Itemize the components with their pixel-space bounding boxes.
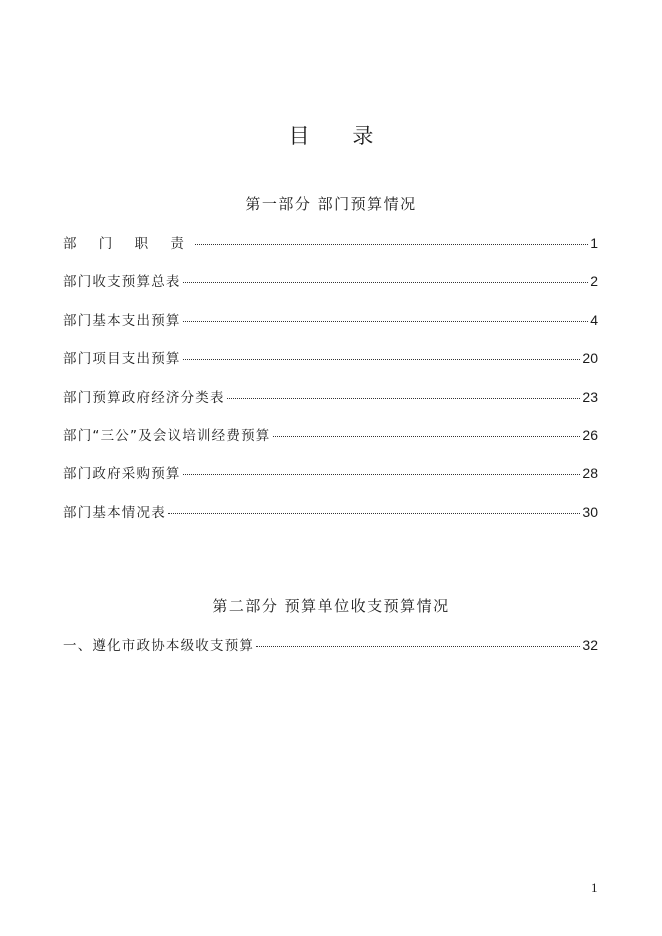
toc-entry-label: 部门预算政府经济分类表	[63, 389, 225, 406]
toc-entry-label: 一、遵化市政协本级收支预算	[63, 638, 255, 654]
toc-entry-page: 23	[582, 388, 598, 405]
toc-dot-leader	[183, 474, 581, 475]
toc-entry-three-public-expenses[interactable]	[63, 424, 598, 462]
toc-dot-leader	[256, 646, 580, 647]
toc-dot-leader	[183, 282, 589, 283]
page-number: 1	[591, 880, 598, 895]
toc-entry-page: 28	[582, 465, 598, 482]
toc-dot-leader	[183, 359, 581, 360]
toc-entry-page: 4	[590, 311, 598, 328]
toc-entry-page: 2	[590, 273, 598, 290]
toc-entry-zunhua-cppcc-budget[interactable]	[63, 634, 598, 672]
toc-entry-page: 1	[590, 235, 598, 251]
toc-entry-page: 20	[582, 350, 598, 367]
toc-entry-label: 部门收支预算总表	[63, 274, 181, 291]
part1-heading: 第一部分 部门预算情况	[245, 195, 417, 213]
toc-entry-project-expenditure[interactable]	[63, 347, 598, 385]
toc-dot-leader	[273, 436, 581, 437]
toc-entry-label: 部门“三公”及会议培训经费预算	[63, 427, 271, 444]
toc-dot-leader	[227, 398, 581, 399]
toc-entry-government-procurement[interactable]	[63, 462, 598, 500]
part2-heading: 第二部分 预算单位收支预算情况	[212, 597, 450, 615]
toc-dot-leader	[195, 244, 588, 245]
toc-entry-basic-expenditure[interactable]	[63, 309, 598, 347]
toc-entry-label: 部门基本情况表	[63, 504, 166, 521]
toc-dot-leader	[168, 513, 581, 514]
toc-entry-label: 部 门 职 责	[63, 236, 193, 252]
toc-entry-label: 部门项目支出预算	[63, 351, 181, 368]
toc-entry-page: 26	[582, 426, 598, 443]
toc-dot-leader	[183, 321, 589, 322]
toc-entry-label: 部门基本支出预算	[63, 312, 181, 329]
toc-entry-economic-classification[interactable]	[63, 386, 598, 424]
toc-entry-department-duties[interactable]	[63, 232, 598, 270]
toc-entry-page: 32	[582, 637, 598, 653]
toc-entry-revenue-expenditure-summary[interactable]	[63, 270, 598, 308]
part1-toc-list	[63, 232, 598, 539]
toc-title: 目 录	[288, 124, 392, 148]
toc-entry-basic-information[interactable]	[63, 501, 598, 539]
toc-entry-page: 30	[582, 503, 598, 520]
part2-toc-list	[63, 634, 598, 672]
toc-entry-label: 部门政府采购预算	[63, 466, 181, 483]
